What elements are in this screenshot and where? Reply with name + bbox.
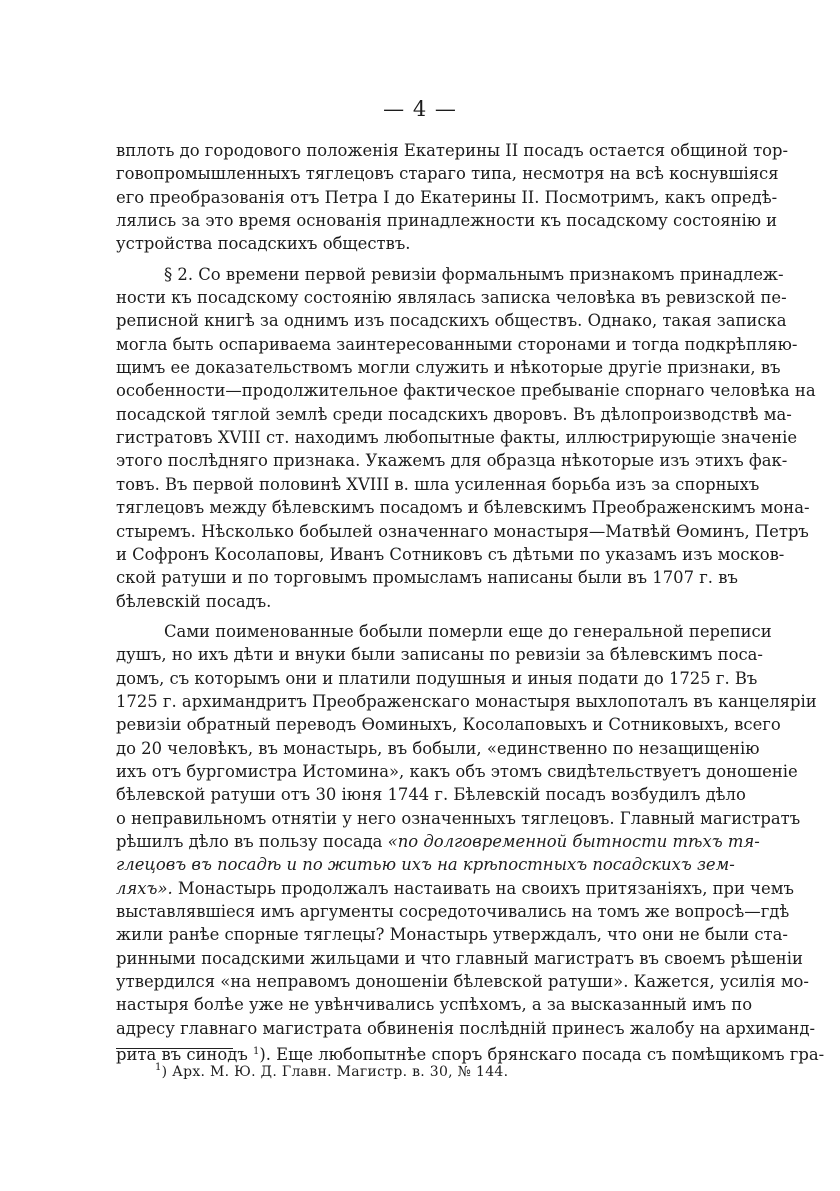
text-line: бѣлевскій посадъ.	[116, 591, 272, 611]
text-line: домъ, съ которымъ они и платили подушныя и иныя подати до 1725 г. Въ	[116, 668, 758, 688]
text-line: устройства посадскихъ обществъ.	[116, 234, 411, 254]
text-line: посадской тяглой землѣ среди посадскихъ дворовъ. Въ дѣлопроизводствѣ ма-	[116, 404, 792, 424]
text-line: о неправильномъ отнятіи у него означенныхъ тяглецовъ. Главный магистратъ	[116, 808, 801, 828]
text-line: его преобразованія отъ Петра I до Екатерины II. Посмотримъ, какъ опредѣ-	[116, 187, 778, 207]
plain-segment: рѣшилъ дѣло въ пользу посада	[116, 831, 388, 851]
text-line: выставлявшіеся имъ аргументы сосредоточивались на томъ же вопросѣ—гдѣ	[116, 902, 790, 921]
text-line	[116, 877, 794, 900]
italic-quote: «по долговременной бытности тѣхъ тя-	[387, 831, 760, 851]
plain-segment: ). Еще любопытнѣе споръ брянскаго посада съ помѣщикомъ гра-	[259, 1045, 825, 1065]
footnote-divider	[116, 1048, 233, 1049]
footnote-reference: 1	[252, 1046, 260, 1058]
text-line: бѣлевской ратуши отъ 30 іюня 1744 г. Бѣлевскій посадъ возбудилъ дѣло	[116, 785, 746, 805]
footnote	[155, 1062, 508, 1080]
page-number: — 4 —	[383, 97, 457, 121]
text-line: ринными посадскими жильцами и что главный магистратъ въ своемъ рѣшеніи	[116, 948, 803, 968]
text-line: до 20 человѣкъ, въ монастырь, въ бобыли, «единственно по незащищенію	[116, 738, 760, 758]
text-line: ревизіи обратный переводъ Ѳоминыхъ, Косолаповыхъ и Сотниковыхъ, всего	[116, 715, 781, 735]
text-line: товъ. Въ первой половинѣ XVIII в. шла усиленная борьба изъ за спорныхъ	[116, 474, 760, 494]
plain-segment: Монастырь продолжалъ настаивать на своихъ притязаніяхъ, при чемъ	[172, 878, 794, 898]
plain-segment: рита въ синодъ	[116, 1045, 253, 1065]
text-line: могла быть оспариваема заинтересованными сторонами и тогда подкрѣпляю-	[116, 334, 798, 354]
footnote-mark: 1	[155, 1062, 162, 1073]
text-line: особенности—продолжительное фактическое пребываніе спорнаго человѣка на	[116, 381, 816, 401]
text-line: стыремъ. Нѣсколько бобылей означеннаго монастыря—Матвѣй Ѳоминъ, Петръ	[116, 521, 809, 541]
text-line: 1725 г. архимандритъ Преображенскаго монастыря выхлопоталъ въ канцеляріи	[116, 691, 817, 711]
text-line: вплоть до городового положенія Екатерины II посадъ остается общиной тор-	[116, 141, 789, 160]
text-line: этого послѣдняго признака. Укажемъ для образца нѣкоторые изъ этихъ фак-	[116, 451, 788, 471]
text-line	[116, 1040, 825, 1065]
text-line	[116, 830, 760, 853]
text-line: § 2. Со времени первой ревизіи формальнымъ признакомъ принадлеж-	[164, 264, 784, 284]
text-line: адресу главнаго магистрата обвиненія послѣдній принесъ жалобу на архиманд-	[116, 1018, 815, 1038]
text-line: Сами поименованные бобыли померли еще до генеральной переписи	[164, 621, 772, 641]
text-line: говопромышленныхъ тяглецовъ стараго типа, несмотря на всѣ коснувшіяся	[116, 164, 779, 184]
text-line: душъ, но ихъ дѣти и внуки были записаны по ревизіи за бѣлевскимъ поса-	[116, 645, 763, 665]
text-line: и Софронъ Косолаповы, Иванъ Сотниковъ съ дѣтьми по указамъ изъ москов-	[116, 544, 785, 564]
text-line: ской ратуши и по торговымъ промысламъ написаны были въ 1707 г. въ	[116, 568, 738, 588]
body-text	[116, 139, 825, 1065]
text-line: гистратовъ XVIII ст. находимъ любопытные факты, иллюстрирующіе значеніе	[116, 428, 798, 448]
text-line: настыря болѣе уже не увѣнчивались успѣхомъ, а за высказанный имъ по	[116, 995, 753, 1015]
text-line: ихъ отъ бургомистра Истомина», какъ объ этомъ свидѣтельствуетъ доношеніе	[116, 761, 798, 781]
italic-quote: глецовъ въ посадѣ и по житью ихъ на крѣпостныхъ посадскихъ зем-	[116, 855, 735, 875]
text-line: ности къ посадскому состоянію являлась записка человѣка въ ревизской пе-	[116, 288, 787, 308]
text-line: щимъ ее доказательствомъ могли служить и нѣкоторые другіе признаки, въ	[116, 358, 781, 378]
footnote-text: ) Арх. М. Ю. Д. Главн. Магистр. в. 30, № 144.	[161, 1064, 509, 1080]
italic-quote: ляхъ».	[116, 878, 173, 898]
text-line: тяглецовъ между бѣлевскимъ посадомъ и бѣлевскимъ Преображенскимъ мона-	[116, 498, 810, 518]
text-line: лялись за это время основанія принадлежности къ посадскому состоянію и	[116, 211, 778, 231]
text-line: жили ранѣе спорные тяглецы? Монастырь утверждалъ, что они не были ста-	[116, 925, 788, 945]
text-line: утвердился «на неправомъ доношеніи бѣлевской ратуши». Кажется, усилія мо-	[116, 972, 809, 992]
text-line: реписной книгѣ за однимъ изъ посадскихъ обществъ. Однако, такая записка	[116, 311, 787, 331]
text-line	[116, 853, 735, 876]
